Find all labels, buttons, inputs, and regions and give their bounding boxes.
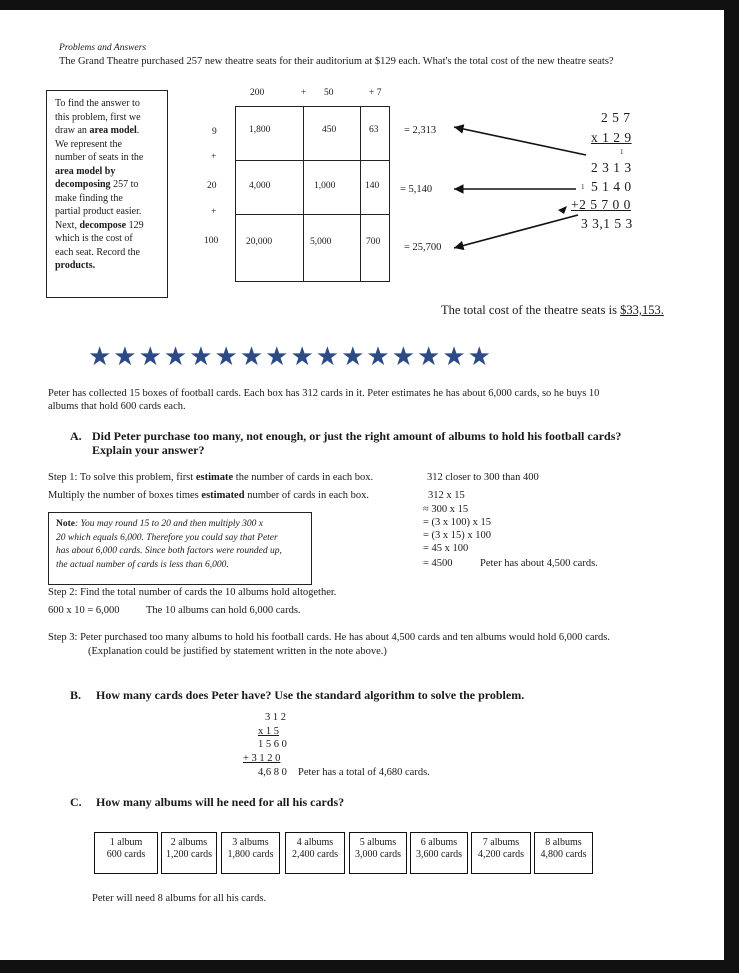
album-cell xyxy=(410,832,468,874)
explain-line: number of seats in the xyxy=(55,152,144,163)
card-count: 3,600 cards xyxy=(415,849,463,860)
step1-line1 xyxy=(48,472,373,483)
alg2-note: Peter has a total of 4,680 cards. xyxy=(298,767,430,778)
explain-line: We represent the xyxy=(55,138,122,150)
step3-line1: Step 3: Peter purchased too many albums to hold his football cards. He has about 4,500 cards and ten albums would hold 6,000 cards. xyxy=(48,632,610,643)
note-box xyxy=(48,512,312,585)
album-cell xyxy=(285,832,345,874)
partA-question-1: Did Peter purchase too many, not enough, or just the right amount of albums to hold his football cards? xyxy=(92,429,622,443)
note-text xyxy=(56,518,282,572)
explain-line: each seat. Record the xyxy=(55,246,140,258)
cell-value: 1,800 xyxy=(249,125,271,135)
area-top-label: + 7 xyxy=(369,88,382,98)
area-cell xyxy=(303,160,361,215)
worksheet-page xyxy=(0,10,724,960)
calc-line: ≈ 300 x 15 xyxy=(423,504,469,515)
calc-note: Peter has about 4,500 cards. xyxy=(480,558,598,569)
alg-line: 2 5 7 xyxy=(601,110,631,125)
calc-line: = (3 x 100) x 15 xyxy=(423,517,492,528)
area-side-label: 9 xyxy=(212,127,217,137)
calc-line: = (3 x 15) x 100 xyxy=(423,530,492,541)
card-count: 4,200 cards xyxy=(477,849,525,860)
album-cell xyxy=(221,832,280,874)
area-cell xyxy=(303,106,361,161)
explain-line: decomposing 257 to xyxy=(55,179,139,190)
alg-carry: 1 xyxy=(581,183,585,191)
step2-note: The 10 albums can hold 6,000 cards. xyxy=(146,605,301,616)
area-top-label: + xyxy=(301,88,307,98)
card-count: 3,000 cards xyxy=(354,849,402,860)
partB-question: How many cards does Peter have? Use the standard algorithm to solve the problem. xyxy=(96,688,525,702)
explain-line: draw an area model. xyxy=(55,125,140,136)
conclusion-text: Peter will need 8 albums for all his cards. xyxy=(92,893,267,904)
area-side-label: 100 xyxy=(204,236,219,246)
alg-line: 5 1 4 0 xyxy=(591,179,632,194)
area-cell xyxy=(360,106,390,161)
card-count: 4,800 cards xyxy=(540,849,587,860)
alg2-line: 1 5 6 0 xyxy=(258,739,287,750)
note-line: the actual number of cards is less than 6,000. xyxy=(56,559,229,570)
problem2-line1: Peter has collected 15 boxes of football cards. Each box has 312 cards in it. Peter estimates he has about 6,000 cards, so he buys 10 xyxy=(48,388,600,399)
step-text: number of cards in each box. xyxy=(244,490,370,501)
cell-value: 63 xyxy=(369,125,379,135)
step-bold: estimate xyxy=(195,472,234,483)
alg2-line: 4,6 8 0 xyxy=(258,767,287,778)
step2-text: Step 2: Find the total number of cards the 10 albums hold altogether. xyxy=(48,587,337,598)
arrow-row3 xyxy=(454,215,578,248)
alg-line: 3 3,1 5 3 xyxy=(581,216,633,231)
card-count: 2,400 cards xyxy=(291,849,339,860)
problem2-line2: albums that hold 600 cards each. xyxy=(48,401,186,412)
step3-line2: (Explanation could be justified by statement written in the note above.) xyxy=(88,646,387,657)
explain-line: make finding the xyxy=(55,192,123,204)
arrow-row1 xyxy=(454,127,586,155)
album-cell xyxy=(161,832,217,874)
total-line xyxy=(441,303,664,318)
album-cell xyxy=(534,832,593,874)
problem1-text: The Grand Theatre purchased 257 new theatre seats for their auditorium at $129 each. What's the total cost of the new theatre seats? xyxy=(59,56,614,67)
page-title: Problems and Answers xyxy=(59,43,147,53)
step-text: the number of cards in each box. xyxy=(233,472,374,483)
star-divider: ★★★★★★★★★★★★★★★★ xyxy=(88,342,493,372)
album-count: 8 albums xyxy=(545,837,582,848)
row-total: = 25,700 xyxy=(404,242,442,253)
note-label: Note xyxy=(56,519,75,529)
step-text: Multiply the number of boxes times xyxy=(48,490,202,501)
area-cell xyxy=(235,214,304,282)
step-text: Step 1: To solve this problem, first xyxy=(48,472,196,483)
album-cell xyxy=(94,832,158,874)
cell-value: 700 xyxy=(366,237,381,247)
note-span: : You may round 15 to 20 and then multiply 300 x xyxy=(75,519,263,529)
area-cell xyxy=(303,214,361,282)
album-cell xyxy=(471,832,531,874)
step2-calc: 600 x 10 = 6,000 xyxy=(48,605,120,616)
cell-value: 1,000 xyxy=(314,181,336,191)
calc-line: 312 closer to 300 than 400 xyxy=(427,472,539,483)
area-top-label: 200 xyxy=(250,88,265,98)
album-count: 4 albums xyxy=(296,837,334,848)
note-line: 20 which equals 6,000. Therefore you could say that Peter xyxy=(56,532,278,543)
partA-question-2: Explain your answer? xyxy=(92,443,205,457)
explain-line: partial product easier. xyxy=(55,206,142,217)
alg2-line: + 3 1 2 0 xyxy=(243,753,281,764)
area-side-label: + xyxy=(211,207,217,217)
cell-value: 4,000 xyxy=(249,181,271,191)
alg-line: +2 5 7 0 0 xyxy=(571,197,631,212)
area-cell xyxy=(235,106,304,161)
calc-line: = 45 x 100 xyxy=(423,543,469,554)
card-count: 600 cards xyxy=(106,849,146,860)
cell-value: 450 xyxy=(322,125,337,135)
alg2-line: 3 1 2 xyxy=(265,712,286,723)
area-cell xyxy=(235,160,304,215)
album-count: 7 albums xyxy=(482,837,520,848)
area-cell xyxy=(360,160,390,215)
arrow-head-small xyxy=(558,206,567,214)
total-value: $33,153. xyxy=(620,303,664,317)
step1-line2 xyxy=(48,490,369,501)
explain-line: products. xyxy=(55,260,96,271)
explain-text xyxy=(55,97,144,273)
explain-line: this problem, first we xyxy=(55,111,141,123)
album-count: 5 albums xyxy=(359,837,397,848)
explain-line: Next, decompose 129 xyxy=(55,219,144,231)
partB-label: B. xyxy=(70,688,82,702)
explain-line: which is the cost of xyxy=(55,233,133,244)
album-count: 1 album xyxy=(109,837,143,848)
calc-line: 312 x 15 xyxy=(428,490,465,501)
album-cell xyxy=(349,832,407,874)
cell-value: 140 xyxy=(365,181,380,191)
card-count: 1,200 cards xyxy=(165,849,213,860)
card-count: 1,800 cards xyxy=(227,849,274,860)
cell-value: 5,000 xyxy=(310,237,332,247)
step-bold: estimated xyxy=(201,490,245,501)
partA-label: A. xyxy=(70,429,82,443)
area-side-label: 20 xyxy=(207,181,217,191)
album-count: 6 albums xyxy=(420,837,458,848)
row-total: = 5,140 xyxy=(400,184,433,195)
calc-line: = 4500 xyxy=(423,558,453,569)
area-top-label: 50 xyxy=(324,88,334,98)
area-side-label: + xyxy=(211,152,217,162)
alg-carry: 1 xyxy=(620,148,624,156)
cell-value: 20,000 xyxy=(246,237,273,247)
album-count: 2 albums xyxy=(170,837,208,848)
explain-line: To find the answer to xyxy=(55,98,140,109)
note-line: has about 6,000 cards. Since both factors were rounded up, xyxy=(56,546,282,556)
partC-question: How many albums will he need for all his cards? xyxy=(96,795,345,809)
total-label: The total cost of the theatre seats is xyxy=(441,303,621,317)
partC-label: C. xyxy=(70,795,82,809)
explain-line: area model by xyxy=(55,165,116,177)
alg-line: x 1 2 9 xyxy=(591,130,632,145)
alg2-line: x 1 5 xyxy=(258,726,279,737)
row-total: = 2,313 xyxy=(404,125,437,136)
note-line xyxy=(56,518,282,532)
explain-box xyxy=(46,90,168,298)
area-cell xyxy=(360,214,390,282)
alg-line: 2 3 1 3 xyxy=(591,160,632,175)
album-count: 3 albums xyxy=(232,837,269,848)
